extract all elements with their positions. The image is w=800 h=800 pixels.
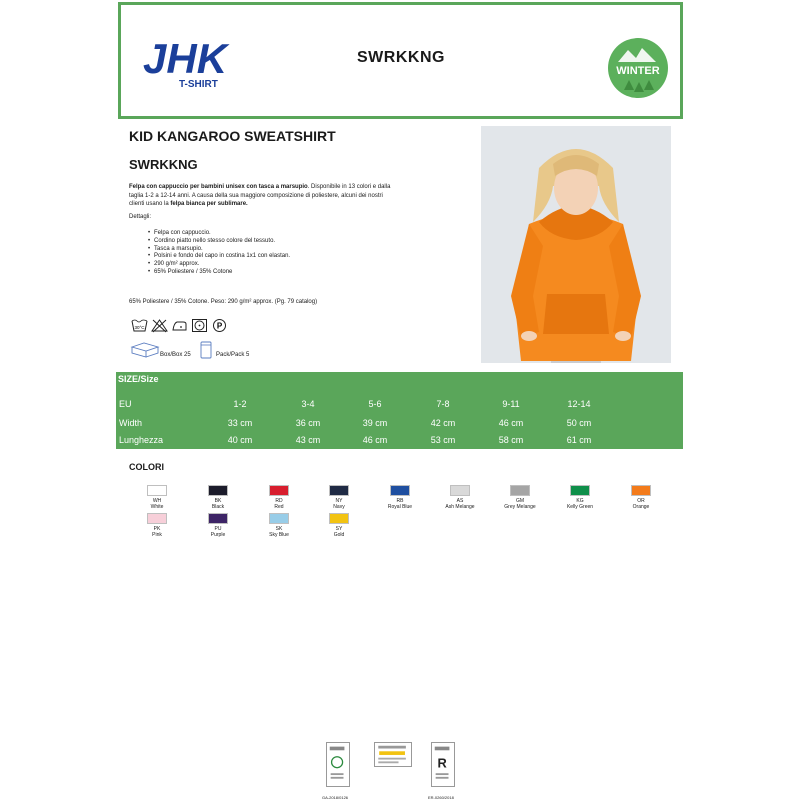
tumble-dry-low-icon	[191, 318, 208, 333]
size-cell: 50 cm	[566, 418, 592, 428]
winter-badge	[608, 38, 668, 98]
color-swatch-gold	[309, 513, 369, 538]
color-name: Kelly Green	[566, 504, 594, 510]
color-chip	[329, 513, 349, 524]
color-chip	[631, 485, 651, 496]
details-label: Dettagli:	[129, 214, 152, 220]
color-name: Grey Melange	[504, 504, 536, 510]
pack-icon	[200, 341, 212, 359]
size-cell: 12-14	[567, 399, 591, 409]
color-code: SY	[335, 526, 343, 532]
product-title: KID KANGAROO SWEATSHIRT	[129, 128, 336, 144]
color-chip	[208, 485, 228, 496]
color-code: WH	[152, 498, 162, 504]
size-cell: 33 cm	[227, 418, 253, 428]
color-name: Pink	[152, 532, 162, 538]
color-swatch-orange	[611, 485, 671, 510]
size-cell: 58 cm	[498, 435, 524, 445]
size-row-eu	[116, 399, 683, 413]
size-row-width	[116, 418, 683, 432]
color-swatch-kelly-green	[550, 485, 610, 510]
dry-clean-p-icon	[211, 318, 228, 333]
color-code: PK	[153, 526, 161, 532]
detail-item: • Polsini e fondo del capo in costina 1x1 con elastan.	[154, 253, 290, 261]
color-code: SK	[275, 526, 283, 532]
size-cell: 36 cm	[295, 418, 321, 428]
color-chip	[510, 485, 530, 496]
color-code: BK	[214, 498, 222, 504]
detail-item: • Tasca a marsupio.	[154, 246, 290, 254]
color-swatch-royal-blue	[370, 485, 430, 510]
winter-label: WINTER	[616, 65, 660, 77]
composition-text: 65% Poliestere / 35% Cotone. Peso: 290 g/m² approx. (Pg. 79 catalog)	[129, 299, 318, 305]
size-cell: 5-6	[368, 399, 382, 409]
color-swatch-red	[249, 485, 309, 510]
color-swatch-navy	[309, 485, 369, 510]
jhk-logo	[141, 35, 241, 95]
size-cell: 53 cm	[430, 435, 456, 445]
color-swatch-ash-melange	[430, 485, 490, 510]
description-bold-2: felpa bianca per sublimare.	[170, 201, 248, 207]
size-cell: 43 cm	[295, 435, 321, 445]
oeko-tex-cert-icon	[374, 742, 412, 767]
product-description	[129, 183, 399, 209]
color-name: Red	[274, 504, 284, 510]
product-code: SWRKKNG	[129, 157, 198, 172]
color-name: Orange	[632, 504, 650, 510]
color-code: PU	[214, 526, 222, 532]
cert-code: GA-2018/0126	[322, 795, 349, 800]
size-row-label: Width	[119, 418, 143, 428]
size-cell: 1-2	[233, 399, 247, 409]
color-code: AS	[456, 498, 464, 504]
color-name: White	[150, 504, 164, 510]
size-row-label: EU	[119, 399, 132, 409]
color-name: Ash Melange	[445, 504, 475, 510]
color-chip	[208, 513, 228, 524]
details-list	[154, 230, 290, 277]
iron-low-icon	[171, 318, 188, 333]
box-label: Box/Box 25	[160, 352, 191, 358]
wash-30-icon	[131, 318, 148, 333]
size-row-length	[116, 435, 683, 449]
color-swatch-purple	[188, 513, 248, 538]
size-cell: 9-11	[502, 399, 520, 409]
colors-label: COLORI	[129, 462, 164, 472]
size-cell: 3-4	[301, 399, 315, 409]
color-name: Gold	[333, 532, 345, 538]
wash-temp-label: 30°C	[134, 325, 145, 330]
size-cell: 40 cm	[227, 435, 253, 445]
size-cell: 46 cm	[498, 418, 524, 428]
size-row-label: Lunghezza	[119, 435, 164, 445]
color-chip	[147, 513, 167, 524]
dry-clean-label: P	[216, 321, 223, 331]
color-name: Sky Blue	[269, 532, 289, 538]
size-table-title: SIZE/Size	[118, 374, 159, 384]
color-code: RD	[275, 498, 283, 504]
size-cell: 46 cm	[362, 435, 388, 445]
header-banner	[118, 2, 683, 119]
size-cell: 39 cm	[362, 418, 388, 428]
color-swatch-black	[188, 485, 248, 510]
color-swatch-sky-blue	[249, 513, 309, 538]
color-code: OR	[637, 498, 645, 504]
color-chip	[329, 485, 349, 496]
brand-name: JHK	[143, 35, 228, 82]
svg-text:R: R	[437, 755, 447, 771]
color-name: Black	[211, 504, 225, 510]
color-chip	[450, 485, 470, 496]
color-chip	[269, 485, 289, 496]
size-cell: 61 cm	[566, 435, 592, 445]
aenor-registered-company-cert-icon	[431, 742, 455, 787]
detail-item: • 290 g/m² approx.	[154, 261, 290, 269]
detail-item: • 65% Poliestere / 35% Cotone	[154, 269, 290, 277]
description-text: . Disponibile in 13 colori e dalla taglia 1-2 a 12-14 anni. A causa della sua maggiore composizione di poliestere, alcuni dei nostri clienti usano la	[129, 184, 391, 207]
color-code: KG	[576, 498, 584, 504]
product-photo	[481, 126, 671, 363]
size-table	[116, 372, 683, 449]
color-name: Royal Blue	[387, 504, 413, 510]
detail-item: • Cordino piatto nello stesso colore del tessuto.	[154, 238, 290, 246]
child-in-orange-hoodie-image	[481, 126, 671, 363]
care-icons	[131, 318, 228, 333]
size-cell: 42 cm	[430, 418, 456, 428]
color-chip	[147, 485, 167, 496]
color-code: GM	[515, 498, 525, 504]
color-code: NY	[335, 498, 343, 504]
color-swatch-white	[127, 485, 187, 510]
color-chip	[570, 485, 590, 496]
color-name: Purple	[210, 532, 226, 538]
box-icon	[130, 341, 160, 359]
color-swatch-grey-melange	[490, 485, 550, 510]
brand-subtitle: T-SHIRT	[179, 79, 218, 90]
color-chip	[390, 485, 410, 496]
color-chip	[269, 513, 289, 524]
pack-label: Pack/Pack 5	[216, 352, 250, 358]
description-bold: Felpa con cappuccio per bambini unisex con tasca a marsupio	[129, 184, 308, 190]
certification-logos	[318, 742, 463, 800]
header-product-code: SWRKKNG	[357, 49, 445, 66]
no-bleach-icon	[151, 318, 168, 333]
size-cell: 7-8	[436, 399, 450, 409]
detail-item: • Felpa con cappuccio.	[154, 230, 290, 238]
cert-code: ER-0260/2018	[428, 795, 454, 800]
color-code: RB	[396, 498, 404, 504]
aenor-environment-cert-icon	[326, 742, 350, 787]
color-swatch-pink	[127, 513, 187, 538]
color-name: Navy	[333, 504, 345, 510]
